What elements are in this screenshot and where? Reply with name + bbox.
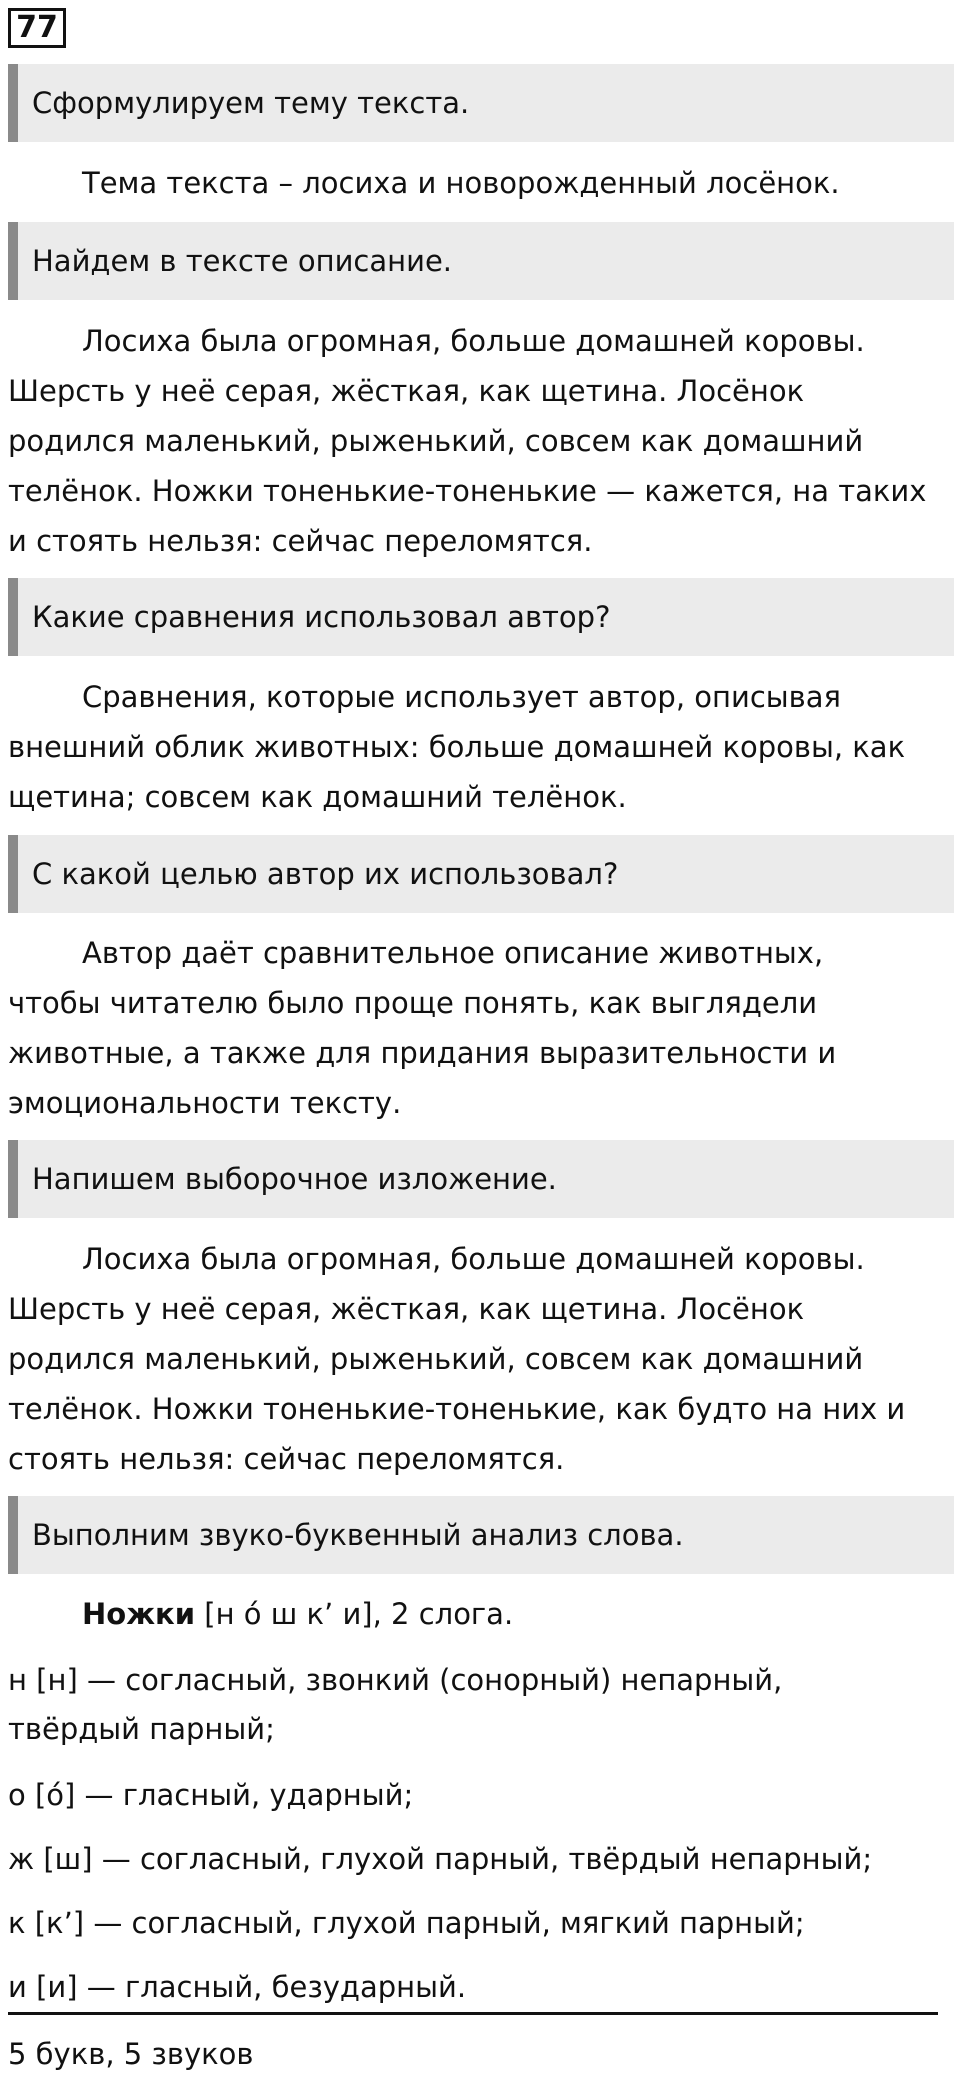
text-line: Лосиха была огромная, больше домашней коровы. — [82, 324, 865, 358]
section-text — [8, 928, 954, 1128]
sound-line: и [и] — гласный, безударный. — [8, 1970, 467, 2004]
analysis-summary: 5 букв, 5 звуков — [8, 2037, 254, 2071]
sound-line: ж [ш] — согласный, глухой парный, твёрдый непарный; — [8, 1842, 873, 1876]
section-heading: С какой целью автор их использовал? — [8, 835, 954, 913]
text-line: Шерсть у неё серая, жёсткая, как щетина. Лосёнок — [8, 1292, 805, 1326]
analysis-word-line — [82, 1592, 513, 1636]
section-heading: Сформулируем тему текста. — [8, 64, 954, 142]
text-line: эмоциональности тексту. — [8, 1086, 402, 1120]
text-line: и стоять нельзя: сейчас переломятся. — [8, 524, 593, 558]
sound-line: к [к’] — согласный, глухой парный, мягкий парный; — [8, 1906, 805, 1940]
section-text — [8, 672, 954, 822]
text-line: животные, а также для придания выразительности и — [8, 1036, 837, 1070]
section-text — [8, 1234, 954, 1484]
text-line: родился маленький, рыженький, совсем как домашний — [8, 1342, 864, 1376]
text-line: чтобы читателю было проще понять, как выглядели — [8, 986, 818, 1020]
analysis-transcription: [н о́ ш к’ и], 2 слога. — [204, 1597, 514, 1631]
text-line: Шерсть у неё серая, жёсткая, как щетина. Лосёнок — [8, 374, 805, 408]
text-line: внешний облик животных: больше домашней коровы, как — [8, 730, 906, 764]
section-heading: Напишем выборочное изложение. — [8, 1140, 954, 1218]
sound-line: о [о́] — гласный, ударный; — [8, 1778, 414, 1812]
section-text — [8, 316, 954, 566]
sound-line: твёрдый парный; — [8, 1712, 275, 1746]
text-line: стоять нельзя: сейчас переломятся. — [8, 1442, 565, 1476]
text-line: телёнок. Ножки тоненькие-тоненькие — кажется, на таких — [8, 474, 927, 508]
section-heading: Найдем в тексте описание. — [8, 222, 954, 300]
sound-line: н [н] — согласный, звонкий (сонорный) непарный, — [8, 1663, 783, 1697]
analysis-word: Ножки — [82, 1597, 196, 1631]
text-line: Тема текста – лосиха и новорожденный лосёнок. — [82, 166, 840, 200]
text-line: телёнок. Ножки тоненькие-тоненькие, как будто на них и — [8, 1392, 906, 1426]
section-heading: Какие сравнения использовал автор? — [8, 578, 954, 656]
text-line: Лосиха была огромная, больше домашней коровы. — [82, 1242, 865, 1276]
text-line: Автор даёт сравнительное описание животных, — [82, 936, 824, 970]
section-text — [8, 158, 954, 208]
text-line: щетина; совсем как домашний телёнок. — [8, 780, 627, 814]
task-number: 77 — [8, 8, 66, 48]
divider — [8, 2012, 938, 2015]
text-line: Сравнения, которые использует автор, описывая — [82, 680, 841, 714]
text-line: родился маленький, рыженький, совсем как домашний — [8, 424, 864, 458]
section-heading: Выполним звуко-буквенный анализ слова. — [8, 1496, 954, 1574]
